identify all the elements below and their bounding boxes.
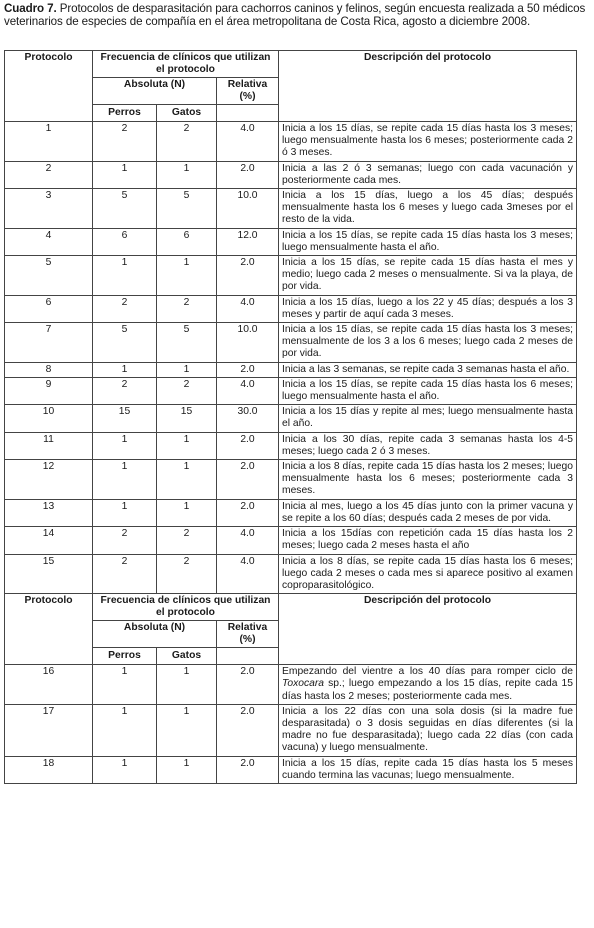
caption-label: Cuadro 7.	[4, 2, 57, 15]
cell-descripcion: Inicia a los 8 días, se repite cada 15 días hasta los 6 meses; luego cada 2 meses o cada mes si aparece positivo al examen coproparasitológico.	[279, 554, 577, 594]
cell-protocolo: 1	[5, 122, 93, 162]
cell-perros: 1	[93, 756, 157, 783]
cell-descripcion: Inicia a los 15 días, se repite cada 15 días hasta el mes y medio; luego cada 2 meses o mensualmente. Si va la playa, de por vida.	[279, 256, 577, 296]
cell-descripcion: Inicia a los 22 días con una sola dosis (si la madre fue desparasitada) o 3 dosis seguidas en días diferentes (si la madre no fue desparasitada); luego cada 22 días (con cada vacuna) y luego mensualmente.	[279, 704, 577, 756]
cell-gatos: 1	[157, 362, 217, 377]
cell-perros: 1	[93, 460, 157, 500]
cell-gatos: 5	[157, 323, 217, 363]
table-row	[5, 499, 577, 526]
cell-relativa: 2.0	[217, 432, 279, 459]
cell-gatos: 1	[157, 704, 217, 756]
cell-descripcion: Inicia a los 15días con repetición cada 15 días hasta los 2 meses; luego cada 2 meses hasta el año	[279, 527, 577, 554]
cell-protocolo: 4	[5, 228, 93, 255]
cell-perros: 2	[93, 122, 157, 162]
cell-relativa: 2.0	[217, 756, 279, 783]
cell-protocolo: 15	[5, 554, 93, 594]
table-row	[5, 161, 577, 188]
cell-protocolo: 17	[5, 704, 93, 756]
table-row	[5, 756, 577, 783]
table-body-2	[5, 665, 577, 784]
cell-gatos: 1	[157, 161, 217, 188]
cell-gatos: 1	[157, 460, 217, 500]
cell-gatos: 2	[157, 122, 217, 162]
cell-relativa: 2.0	[217, 460, 279, 500]
table-caption	[4, 2, 592, 28]
cell-relativa: 10.0	[217, 189, 279, 229]
cell-descripcion: Inicia a los 15 días, se repite cada 15 días hasta los 3 meses; luego mensualmente hasta los 6 meses; posteriormente cada 2 ó 3 meses.	[279, 122, 577, 162]
cell-gatos: 1	[157, 665, 217, 705]
cell-protocolo: 6	[5, 295, 93, 322]
cell-protocolo: 5	[5, 256, 93, 296]
cell-relativa: 10.0	[217, 323, 279, 363]
cell-protocolo: 10	[5, 405, 93, 432]
cell-gatos: 1	[157, 756, 217, 783]
desc-species-italic: Toxocara	[282, 678, 324, 690]
cell-perros: 1	[93, 362, 157, 377]
cell-protocolo: 9	[5, 377, 93, 404]
header-relativa-blank-2	[217, 648, 279, 665]
cell-relativa: 2.0	[217, 665, 279, 705]
cell-protocolo: 13	[5, 499, 93, 526]
header-descripcion: Descripción del protocolo	[279, 51, 577, 122]
cell-gatos: 1	[157, 256, 217, 296]
cell-gatos: 5	[157, 189, 217, 229]
table-row	[5, 295, 577, 322]
cell-gatos: 1	[157, 499, 217, 526]
cell-descripcion: Inicia a los 15 días, luego a los 45 días; después mensualmente hasta los 6 meses y luego cada 3meses por el resto de la vida.	[279, 189, 577, 229]
cell-descripcion: Inicia a los 15 días, se repite cada 15 días hasta los 3 meses; luego mensualmente hasta el año.	[279, 228, 577, 255]
cell-protocolo: 16	[5, 665, 93, 705]
table-row	[5, 362, 577, 377]
table-row	[5, 189, 577, 229]
cell-relativa: 2.0	[217, 499, 279, 526]
cell-descripcion: Inicia a las 3 semanas, se repite cada 3 semanas hasta el año.	[279, 362, 577, 377]
cell-relativa: 2.0	[217, 704, 279, 756]
table-body-1	[5, 122, 577, 594]
cell-descripcion	[279, 665, 577, 705]
cell-gatos: 2	[157, 295, 217, 322]
cell-protocolo: 2	[5, 161, 93, 188]
table-row	[5, 527, 577, 554]
table-header	[5, 51, 577, 122]
header-protocolo-2: Protocolo	[5, 594, 93, 665]
header-frecuencia-2: Frecuencia de clínicos que utilizan el protocolo	[93, 594, 279, 621]
cell-protocolo: 11	[5, 432, 93, 459]
cell-gatos: 15	[157, 405, 217, 432]
cell-perros: 15	[93, 405, 157, 432]
cell-descripcion: Inicia a los 15 días, se repite cada 15 días hasta los 3 meses; mensualmente de los 3 a los 6 meses; luego cada 2 meses de por vida.	[279, 323, 577, 363]
header-absoluta-2: Absoluta (N)	[93, 621, 217, 648]
table-row	[5, 405, 577, 432]
cell-perros: 6	[93, 228, 157, 255]
cell-protocolo: 7	[5, 323, 93, 363]
cell-protocolo: 8	[5, 362, 93, 377]
cell-protocolo: 12	[5, 460, 93, 500]
cell-perros: 2	[93, 295, 157, 322]
cell-perros: 2	[93, 377, 157, 404]
header-absoluta: Absoluta (N)	[93, 78, 217, 105]
header-gatos-2: Gatos	[157, 648, 217, 665]
cell-relativa: 12.0	[217, 228, 279, 255]
table-row	[5, 377, 577, 404]
cell-descripcion: Inicia a los 8 días, repite cada 15 días hasta los 2 meses; luego mensualmente hasta los 6 meses; posteriormente cada 3 meses.	[279, 460, 577, 500]
cell-protocolo: 3	[5, 189, 93, 229]
table-row	[5, 665, 577, 705]
cell-descripcion: Inicia al mes, luego a los 45 días junto con la primer vacuna y se repite a los 60 días; después cada 2 meses de por vida.	[279, 499, 577, 526]
cell-relativa: 2.0	[217, 362, 279, 377]
header-perros-2: Perros	[93, 648, 157, 665]
cell-gatos: 1	[157, 432, 217, 459]
cell-protocolo: 14	[5, 527, 93, 554]
header-relativa-blank	[217, 105, 279, 122]
header-relativa-2: Relativa (%)	[217, 621, 279, 648]
protocols-table	[4, 50, 577, 784]
cell-relativa: 4.0	[217, 295, 279, 322]
header-descripcion-2: Descripción del protocolo	[279, 594, 577, 665]
cell-descripcion: Inicia a los 15 días, repite cada 15 días hasta los 5 meses cuando termina las vacunas; luego mensualmente.	[279, 756, 577, 783]
cell-perros: 1	[93, 665, 157, 705]
table-row	[5, 554, 577, 594]
header-frecuencia: Frecuencia de clínicos que utilizan el protocolo	[93, 51, 279, 78]
cell-relativa: 4.0	[217, 527, 279, 554]
cell-perros: 1	[93, 704, 157, 756]
header-relativa: Relativa (%)	[217, 78, 279, 105]
desc-text: sp.; luego empezando a los 15 días, repite cada 15 días hasta los 2 meses; posteriormente cada mes.	[282, 678, 573, 702]
desc-text: Empezando del vientre a los 40 días para romper ciclo de	[282, 666, 573, 678]
cell-relativa: 2.0	[217, 161, 279, 188]
table-row	[5, 122, 577, 162]
table-row	[5, 323, 577, 363]
cell-perros: 1	[93, 499, 157, 526]
cell-relativa: 4.0	[217, 377, 279, 404]
cell-descripcion: Inicia a los 15 días, se repite cada 15 días hasta los 6 meses; luego mensualmente hasta el año.	[279, 377, 577, 404]
cell-perros: 5	[93, 189, 157, 229]
cell-protocolo: 18	[5, 756, 93, 783]
cell-relativa: 4.0	[217, 554, 279, 594]
table-row	[5, 256, 577, 296]
header-perros: Perros	[93, 105, 157, 122]
cell-relativa: 2.0	[217, 256, 279, 296]
cell-relativa: 4.0	[217, 122, 279, 162]
caption-text: Protocolos de desparasitación para cachorros caninos y felinos, según encuesta realizada a 50 médicos veterinarios de especies de compañía en el área metropolitana de Costa Rica, agosto a diciembre 2008.	[4, 2, 586, 29]
cell-descripcion: Inicia a las 2 ó 3 semanas; luego con cada vacunación y posteriormente cada mes.	[279, 161, 577, 188]
cell-descripcion: Inicia a los 30 días, repite cada 3 semanas hasta los 4-5 meses; luego cada 2 ó 3 meses.	[279, 432, 577, 459]
cell-perros: 1	[93, 256, 157, 296]
header-protocolo: Protocolo	[5, 51, 93, 122]
cell-descripcion: Inicia a los 15 días, luego a los 22 y 45 días; después a los 3 meses y partir de aquí cada 3 meses.	[279, 295, 577, 322]
cell-gatos: 2	[157, 527, 217, 554]
cell-gatos: 2	[157, 554, 217, 594]
header-gatos: Gatos	[157, 105, 217, 122]
cell-descripcion: Inicia a los 15 días y repite al mes; luego mensualmente hasta el año.	[279, 405, 577, 432]
table-row	[5, 432, 577, 459]
cell-perros: 2	[93, 554, 157, 594]
cell-relativa: 30.0	[217, 405, 279, 432]
table-row	[5, 704, 577, 756]
cell-perros: 5	[93, 323, 157, 363]
cell-gatos: 2	[157, 377, 217, 404]
table-header-repeat	[5, 594, 577, 665]
cell-perros: 2	[93, 527, 157, 554]
cell-gatos: 6	[157, 228, 217, 255]
table-row	[5, 460, 577, 500]
table-row	[5, 228, 577, 255]
cell-perros: 1	[93, 432, 157, 459]
cell-perros: 1	[93, 161, 157, 188]
